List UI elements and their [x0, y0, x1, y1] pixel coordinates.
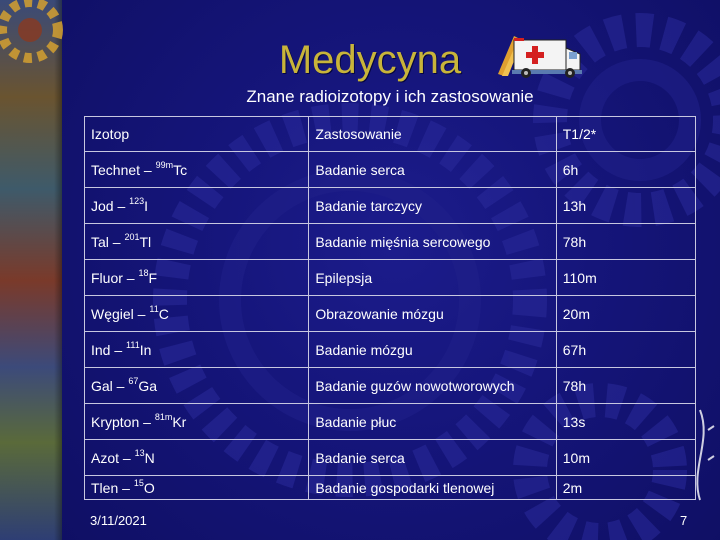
half-life-cell: 78h: [556, 368, 695, 404]
use-cell: Badanie mózgu: [309, 332, 556, 368]
isotope-symbol: F: [148, 269, 158, 286]
isotope-cell: [85, 152, 309, 188]
ambulance-icon: [496, 30, 584, 80]
isotope-mass: 13: [134, 447, 145, 458]
page-number: 7: [680, 513, 688, 528]
use-cell: Badanie płuc: [309, 404, 556, 440]
header-use: Zastosowanie: [309, 117, 556, 152]
table-row: [85, 296, 696, 332]
isotope-table: [84, 116, 696, 500]
isotope-cell: [85, 476, 309, 500]
isotope-symbol: Tc: [173, 161, 188, 178]
isotope-cell: [85, 368, 309, 404]
slide-subtitle: Znane radioizotopy i ich zastosowanie: [246, 87, 534, 106]
isotope-symbol: In: [139, 341, 152, 358]
use-cell: Epilepsja: [309, 260, 556, 296]
table-row: [85, 404, 696, 440]
header-isotope: Izotop: [85, 117, 309, 152]
isotope-symbol: N: [144, 449, 155, 466]
half-life-cell: 67h: [556, 332, 695, 368]
isotope-name: Fluor –: [91, 269, 139, 286]
isotope-name: Technet –: [91, 161, 156, 178]
isotope-cell: [85, 404, 309, 440]
use-cell: Obrazowanie mózgu: [309, 296, 556, 332]
half-life-cell: 78h: [556, 224, 695, 260]
table-header-row: [85, 117, 696, 152]
table-row: [85, 224, 696, 260]
isotope-symbol: C: [158, 305, 169, 322]
half-life-cell: 10m: [556, 440, 695, 476]
table-row: [85, 368, 696, 404]
isotope-symbol: Kr: [172, 413, 187, 430]
half-life-cell: 6h: [556, 152, 695, 188]
header-half-life: T1/2*: [556, 117, 695, 152]
use-cell: Badanie serca: [309, 440, 556, 476]
isotope-name: Tlen –: [91, 479, 134, 496]
table-row: [85, 440, 696, 476]
table-row: [85, 152, 696, 188]
isotope-cell: [85, 332, 309, 368]
slide-title: Medycyna: [278, 38, 462, 82]
isotope-cell: [85, 188, 309, 224]
use-cell: Badanie gospodarki tlenowej: [309, 476, 556, 500]
use-cell: Badanie tarczycy: [309, 188, 556, 224]
use-cell: Badanie mięśnia sercowego: [309, 224, 556, 260]
isotope-symbol: Ga: [138, 377, 158, 394]
isotope-mass: 15: [133, 477, 144, 488]
footer-date: 3/11/2021: [90, 513, 147, 528]
half-life-cell: 13s: [556, 404, 695, 440]
use-cell: Badanie guzów nowotworowych: [309, 368, 556, 404]
isotope-mass: 111: [126, 339, 140, 350]
half-life-cell: 20m: [556, 296, 695, 332]
isotope-mass: 123: [129, 195, 145, 206]
isotope-name: Azot –: [91, 449, 135, 466]
isotope-cell: [85, 260, 309, 296]
use-cell: Badanie serca: [309, 152, 556, 188]
isotope-cell: [85, 440, 309, 476]
half-life-cell: 2m: [556, 476, 695, 500]
isotope-symbol: Tl: [139, 233, 152, 250]
isotope-name: Gal –: [91, 377, 129, 394]
isotope-symbol: I: [144, 197, 149, 214]
isotope-name: Krypton –: [91, 413, 155, 430]
isotope-mass: 81m: [154, 411, 173, 422]
isotope-name: Tal –: [91, 233, 125, 250]
table-row: [85, 260, 696, 296]
isotope-cell: [85, 224, 309, 260]
half-life-cell: 13h: [556, 188, 695, 224]
half-life-cell: 110m: [556, 260, 695, 296]
isotope-mass: 201: [124, 231, 140, 242]
isotope-name: Ind –: [91, 341, 127, 358]
table-row: [85, 188, 696, 224]
table-row: [85, 476, 696, 500]
table-row: [85, 332, 696, 368]
isotope-name: Węgiel –: [91, 305, 150, 322]
isotope-mass: 67: [128, 375, 139, 386]
isotope-mass: 99m: [155, 159, 174, 170]
isotope-mass: 11: [149, 303, 159, 314]
isotope-name: Jod –: [91, 197, 130, 214]
isotope-symbol: O: [143, 479, 155, 496]
isotope-cell: [85, 296, 309, 332]
isotope-mass: 18: [138, 267, 149, 278]
